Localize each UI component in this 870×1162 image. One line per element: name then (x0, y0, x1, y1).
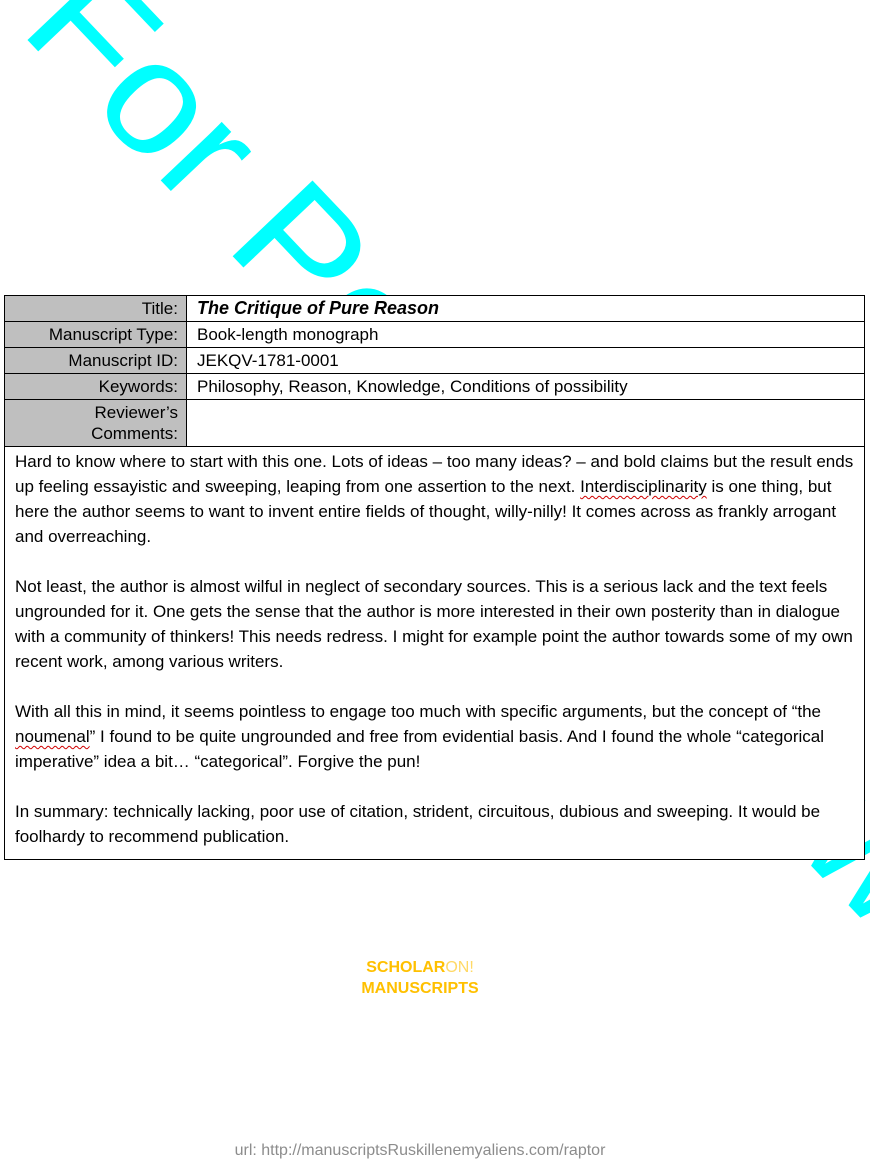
comment-p1-post: is one thing, but here the author seems to want to invent entire fields of thought, willy-nilly! It comes across as frankly arrogant and overreaching. (15, 477, 837, 546)
comment-paragraph-2: Not least, the author is almost wilful in neglect of secondary sources. This is a serious lack and the text feels ungrounded for it. One gets the sense that the author is more interested in their own posterity than in dialogue with a community of thinkers! This needs redress. I might for example point the author towards some of my own recent work, among various writers. (15, 577, 853, 671)
keywords-label: Keywords: (5, 374, 187, 400)
manuscript-type-value: Book-length monograph (187, 322, 865, 348)
comment-p1-pre: Hard to know where to start with this one. Lots of ideas – too many ideas? – and bold claims but the result ends up feeling essayistic and sweeping, leaping from one assertion to the next. (15, 452, 854, 496)
logo-line-1 (330, 957, 510, 978)
reviewers-comments-label-line1: Reviewer’s (94, 403, 178, 422)
comment-p3-post: ” I found to be quite ungrounded and free from evidential basis. And I found the whole “categorical imperative” idea a bit… “categorical”. Forgive the pun! (15, 727, 824, 771)
comments-body (5, 447, 865, 860)
reviewers-comments-row (5, 400, 865, 447)
title-label: Title: (5, 296, 187, 322)
reviewers-comments-label (5, 400, 187, 447)
comment-p3-pre: With all this in mind, it seems pointless to engage too much with specific arguments, but the concept of “the (15, 702, 822, 721)
manuscript-id-label: Manuscript ID: (5, 348, 187, 374)
manuscript-id-value: JEKQV-1781-0001 (187, 348, 865, 374)
footer-url: url: http://manuscriptsRuskillenemyaliens.com/raptor (234, 1142, 606, 1159)
logo-manuscripts: MANUSCRIPTS (361, 980, 479, 997)
title-row (5, 296, 865, 322)
logo-scholar: SCHOLAR (366, 959, 446, 976)
comment-paragraph-4: In summary: technically lacking, poor use of citation, strident, circuitous, dubious and sweeping. It would be foolhardy to recommend publication. (15, 802, 821, 846)
reviewers-comments-label-line2: Comments: (91, 424, 178, 443)
logo-on: ON! (445, 959, 474, 976)
spellcheck-flag-interdisciplinarity: Interdisciplinarity (580, 477, 707, 496)
manuscript-type-label: Manuscript Type: (5, 322, 187, 348)
review-form-table (4, 295, 865, 860)
keywords-value: Philosophy, Reason, Knowledge, Conditions of possibility (187, 374, 865, 400)
reviewers-comments-value (187, 400, 865, 447)
manuscript-type-row (5, 322, 865, 348)
comment-paragraph-1 (15, 449, 854, 549)
keywords-row (5, 374, 865, 400)
title-value: The Critique of Pure Reason (187, 296, 865, 322)
scholarone-logo (330, 957, 510, 999)
comments-body-row (5, 447, 865, 860)
spellcheck-flag-noumenal: noumenal (15, 727, 90, 746)
comment-paragraph-3 (15, 699, 854, 774)
manuscript-id-row (5, 348, 865, 374)
